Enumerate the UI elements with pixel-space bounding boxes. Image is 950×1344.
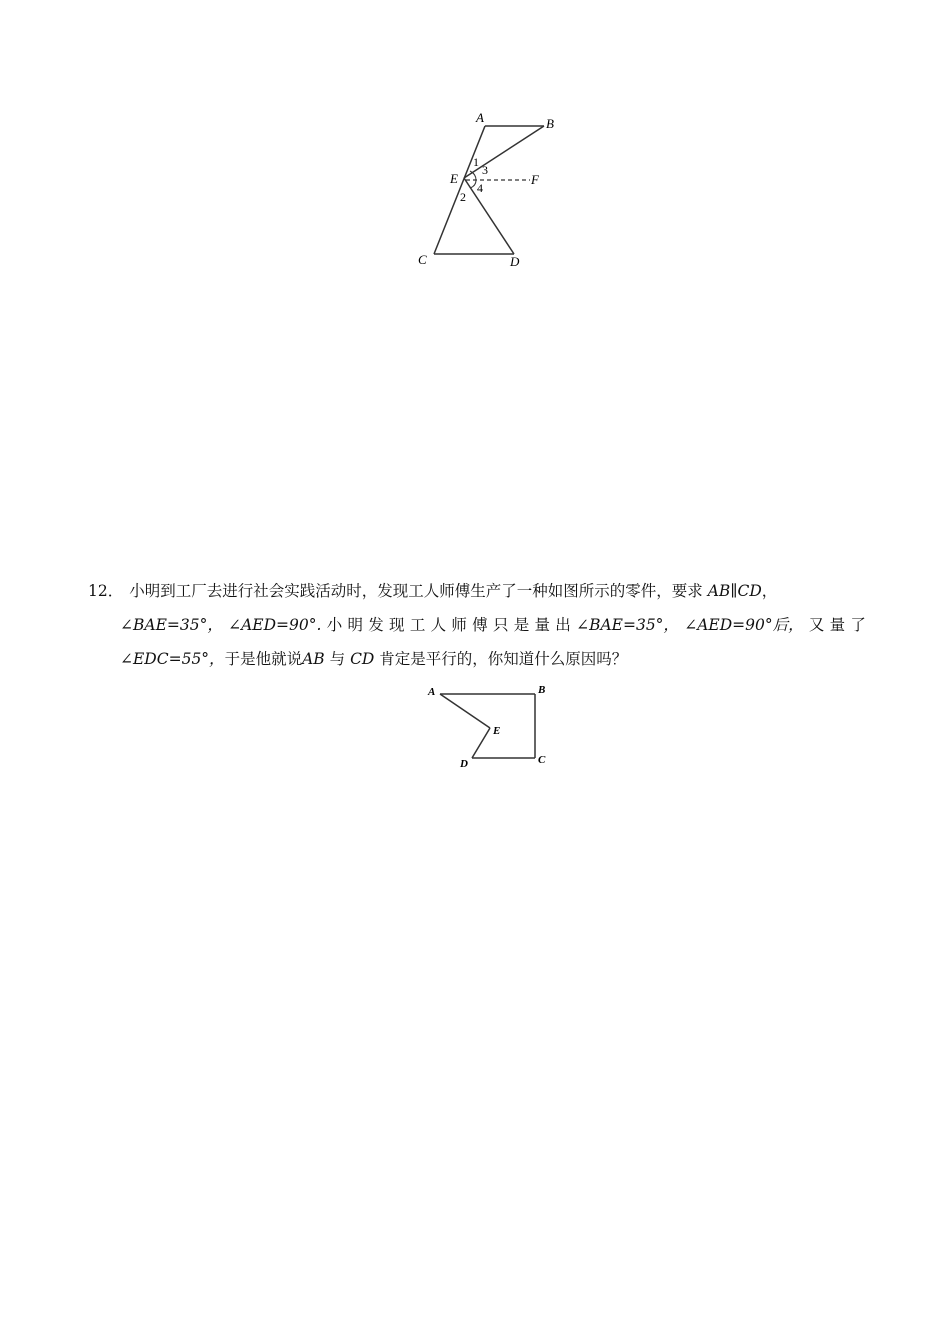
label-c: C <box>538 754 546 766</box>
geometry-figure-bottom <box>420 678 560 770</box>
segment-name-cd-2: CD <box>350 650 375 668</box>
word-0: 小 <box>326 616 343 634</box>
problem-text-3b: 肯定是平行的，你知道什么原因吗？ <box>379 650 628 668</box>
tail-2: 了 <box>850 616 866 634</box>
segment-ea <box>440 694 490 728</box>
label-a: A <box>428 686 436 698</box>
angle-aed <box>228 608 321 642</box>
word-1: 明 <box>347 616 363 634</box>
comma: ， <box>761 582 778 600</box>
parallel-symbol: ∥ <box>730 582 738 600</box>
problem-line-3 <box>88 642 868 676</box>
angle-bae-text: ∠BAE=35°， <box>120 616 223 634</box>
label-a: A <box>476 110 484 125</box>
label-f: F <box>531 172 539 187</box>
label-angle-3: 3 <box>482 163 488 177</box>
word-5: 人 <box>430 616 447 634</box>
geometry-figure-top <box>410 108 560 278</box>
word-9: 是 <box>513 616 530 634</box>
segment-name-ab-2: AB <box>302 650 325 668</box>
word-2: 发 <box>368 616 384 634</box>
angle-edc: ∠EDC=55°， <box>120 650 225 668</box>
label-d: D <box>510 254 520 269</box>
label-angle-2: 2 <box>460 190 466 204</box>
segment-ed <box>464 178 514 254</box>
angle-aed-2-text: ∠AED=90°后， <box>684 616 804 634</box>
word-11: 出 <box>555 616 571 634</box>
word-8: 只 <box>492 616 509 634</box>
label-d: D <box>460 758 468 770</box>
word-with: 与 <box>329 650 346 668</box>
question-number: 12． <box>88 582 124 600</box>
segment-name-cd: CD <box>737 582 762 600</box>
segment-be <box>464 126 544 178</box>
label-angle-4: 4 <box>477 181 483 195</box>
problem-text-1: 小明到工厂去进行社会实践活动时，发现工人师傅生产了一种如图所示的零件，要求 <box>129 582 703 600</box>
word-3: 现 <box>389 616 405 634</box>
angle-bae-2-text: ∠BAE=35°， <box>576 616 679 634</box>
word-4: 工 <box>409 616 426 634</box>
label-b: B <box>546 116 554 131</box>
label-b: B <box>538 684 546 696</box>
angle-aed-2 <box>684 608 803 642</box>
label-c: C <box>418 252 427 267</box>
label-e: E <box>450 171 458 186</box>
justified-line-2 <box>120 608 866 642</box>
label-angle-1: 1 <box>473 155 479 169</box>
problem-line-1 <box>88 574 868 608</box>
segment-de <box>472 728 490 758</box>
angle-arc-2 <box>470 180 476 188</box>
figure-top-svg <box>410 108 560 278</box>
word-6: 师 <box>451 616 467 634</box>
angle-arc-1 <box>470 171 476 180</box>
problem-line-2 <box>88 608 868 642</box>
angle-aed-text: ∠AED=90°. <box>228 616 322 634</box>
figure-bottom-svg <box>420 678 560 770</box>
angle-bae-2 <box>576 608 679 642</box>
problem-12 <box>88 574 868 676</box>
word-10: 量 <box>534 616 551 634</box>
segment-name-ab: AB <box>707 582 731 600</box>
angle-bae <box>120 608 223 642</box>
tail-1: 量 <box>829 616 846 634</box>
tail-0: 又 <box>808 616 825 634</box>
problem-text-3a: 于是他就说 <box>224 650 303 668</box>
label-e: E <box>493 725 501 737</box>
word-7: 傅 <box>472 616 488 634</box>
